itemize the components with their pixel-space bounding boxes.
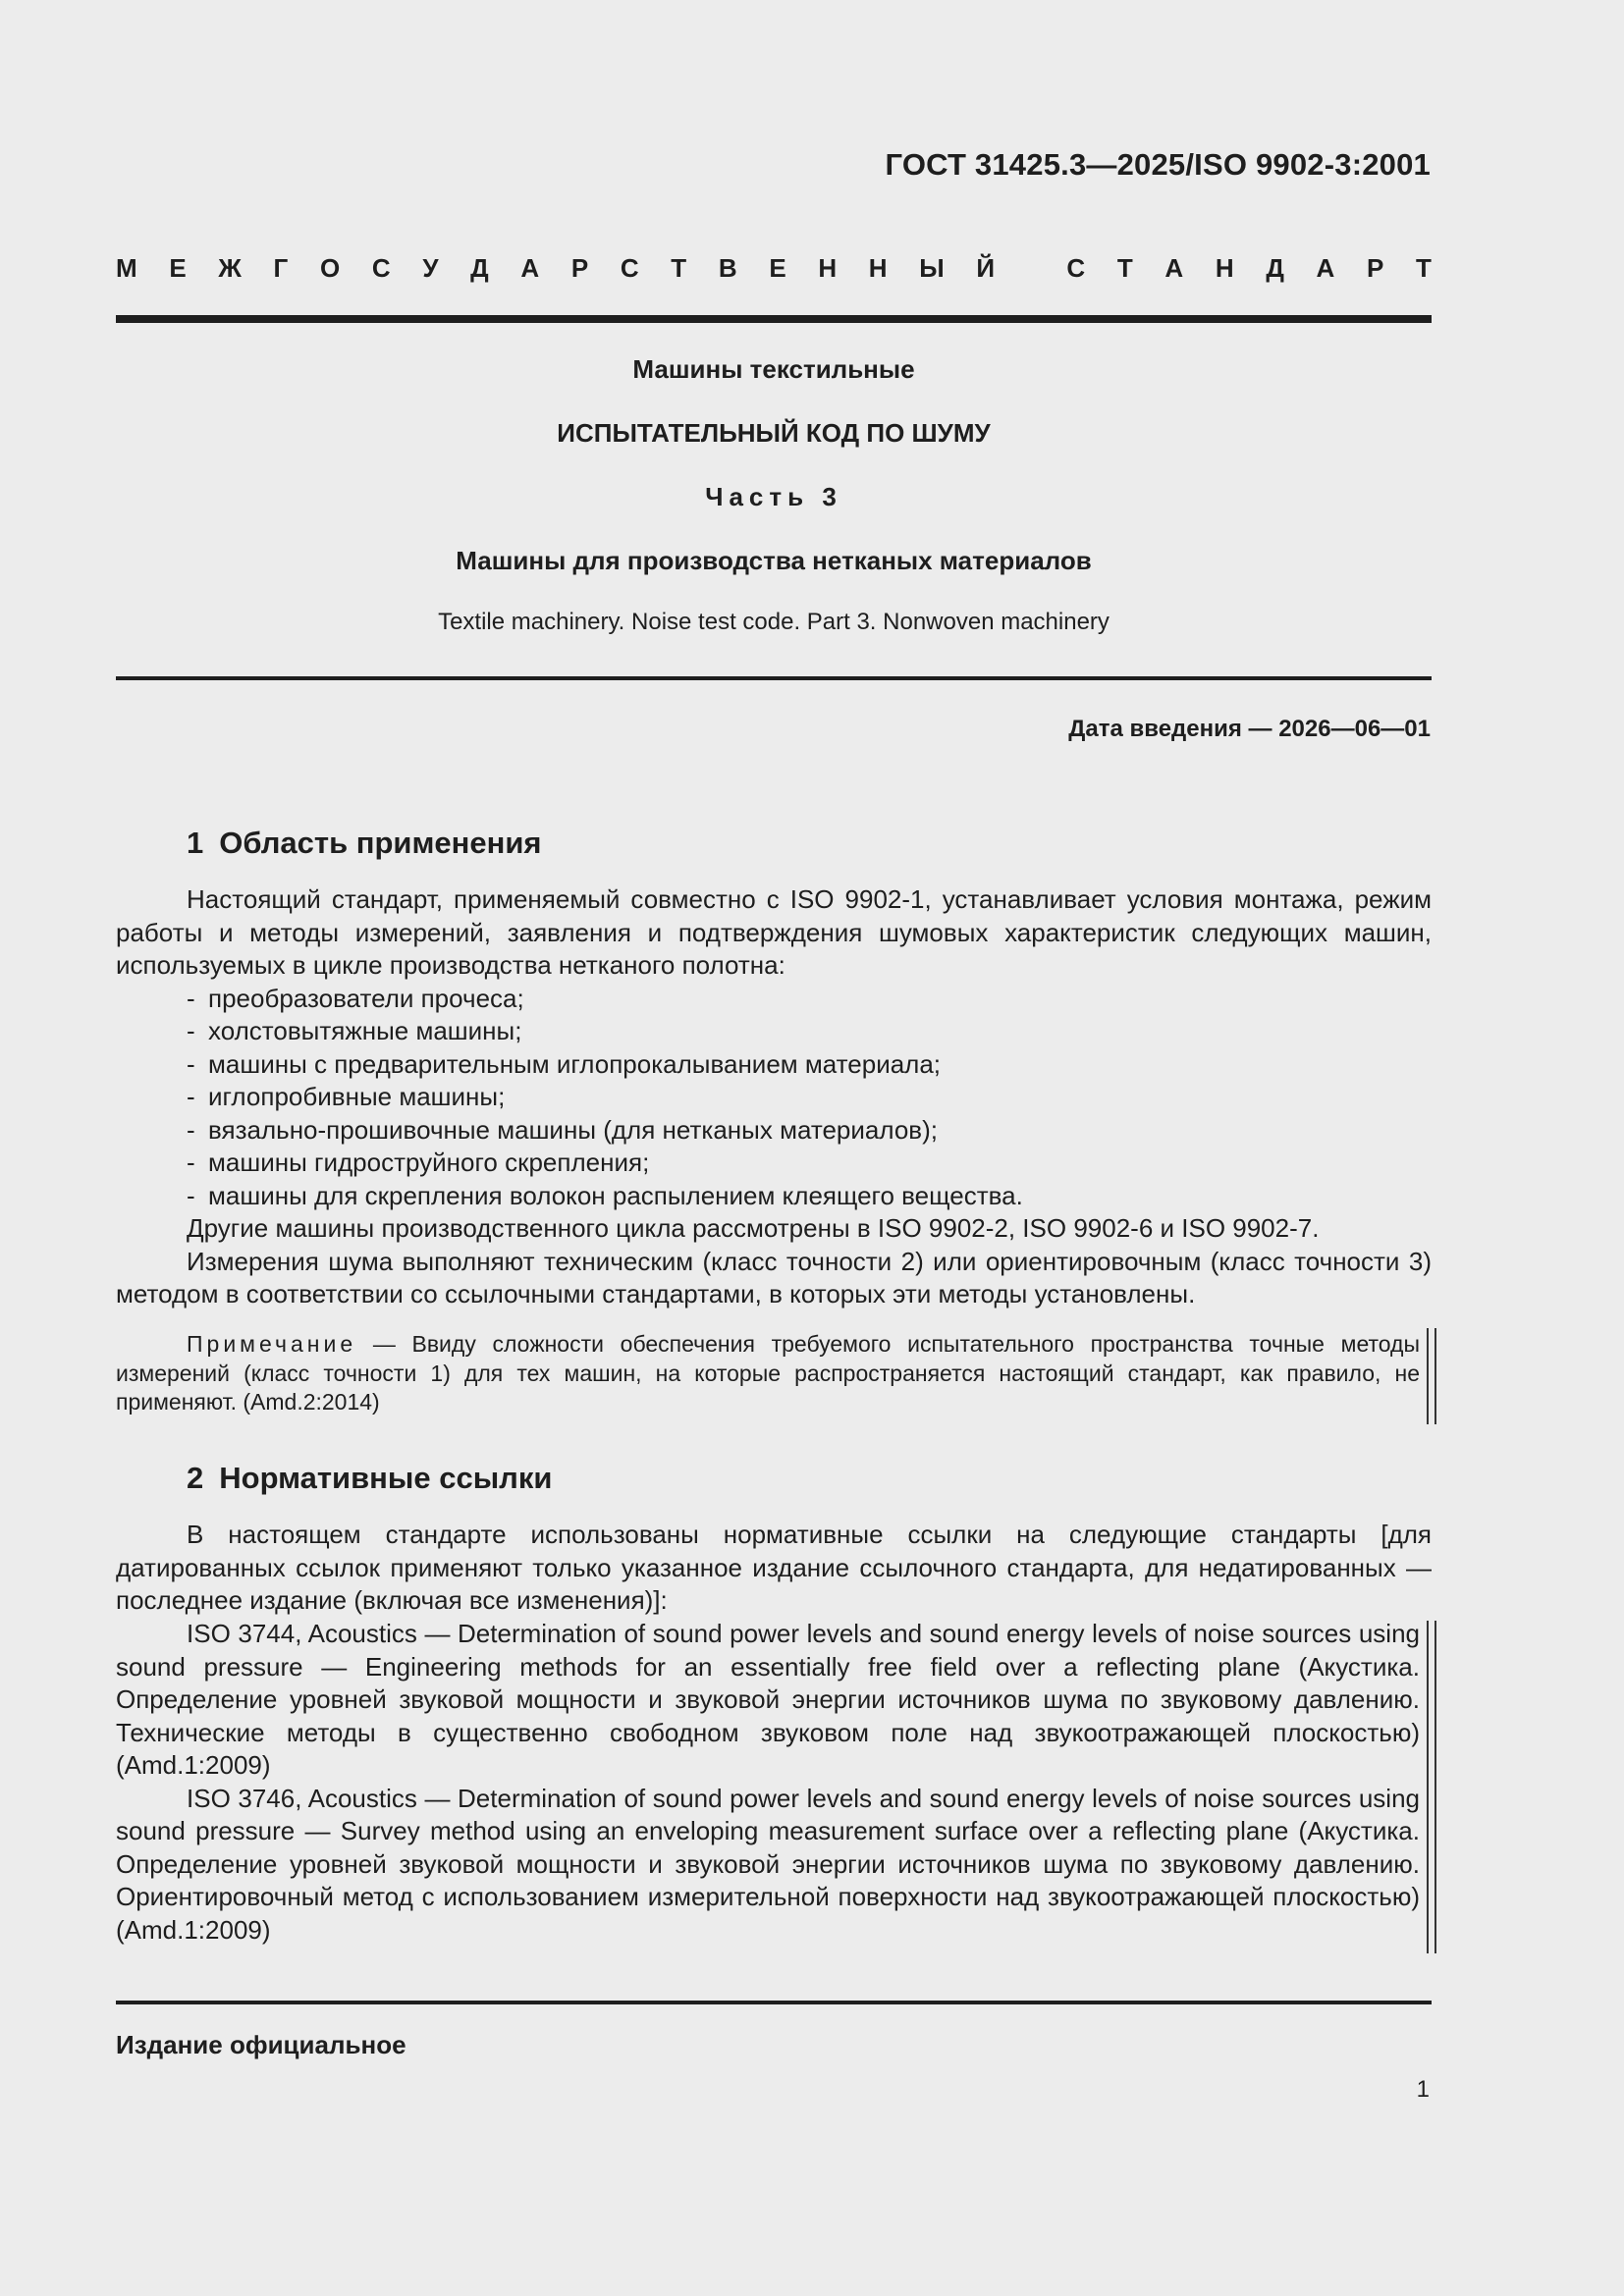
banner-letter: Д xyxy=(470,253,489,283)
reference-item: ISO 3744, Acoustics — Determination of sound power levels and sound energy levels of noise sources using sound pressure — Engineering methods for an essentially free field over a reflecting plane (Акустика. Определение уровней звуковой мощности и звуковой энергии источников шума по звуковому давлению. Технические методы в существенно свободном звуковом поле над звукоотражающей плоскостью) (Amd.1:2009) xyxy=(116,1619,1420,1780)
standard-banner xyxy=(116,253,1432,284)
title-english: Textile machinery. Noise test code. Part 3. Nonwoven machinery xyxy=(438,609,1110,635)
list-item: - холстовытяжные машины; xyxy=(187,1016,522,1045)
normative-references xyxy=(116,1618,1420,1947)
banner-letter: Е xyxy=(769,253,786,283)
title-code: ИСПЫТАТЕЛЬНЫЙ КОД ПО ШУМУ xyxy=(557,418,991,448)
banner-letter: Н xyxy=(1215,253,1234,283)
section-1-number: 1 xyxy=(187,826,204,860)
banner-letter: С xyxy=(620,253,639,283)
banner-letter: С xyxy=(1066,253,1086,283)
section-2-heading xyxy=(187,1461,552,1496)
section-1-para-2: Другие машины производственного цикла рассмотрены в ISO 9902-2, ISO 9902-6 и ISO 9902-7. xyxy=(187,1213,1320,1243)
note-text: — Ввиду сложности обеспечения требуемого испытательного пространства точные методы измерений (класс точности 1) для тех машин, на которые распространяется настоящий стандарт, как правило, не применяют. (Amd.2:2014) xyxy=(116,1331,1420,1415)
title-subtitle: Машины для производства нетканых материалов xyxy=(456,546,1092,575)
page-number: 1 xyxy=(1416,2076,1430,2103)
edition-label: Издание официальное xyxy=(116,2030,406,2059)
list-item: - иглопробивные машины; xyxy=(187,1082,506,1111)
introduction-date: Дата введения — 2026—06—01 xyxy=(1068,716,1431,742)
section-2-title: Нормативные ссылки xyxy=(219,1461,553,1495)
banner-letter: В xyxy=(718,253,737,283)
banner-letter: Р xyxy=(570,253,589,283)
header-rule xyxy=(116,315,1432,323)
title-part: Часть 3 xyxy=(705,482,842,511)
banner-letter: Ж xyxy=(218,253,242,283)
banner-letter: А xyxy=(520,253,540,283)
banner-letter: Р xyxy=(1366,253,1384,283)
banner-letter: Д xyxy=(1266,253,1284,283)
banner-letter: Т xyxy=(671,253,687,283)
banner-letter: Й xyxy=(976,253,996,283)
banner-letter: Т xyxy=(1416,253,1432,283)
banner-letter: Н xyxy=(818,253,838,283)
list-item: - преобразователи прочеса; xyxy=(187,983,524,1013)
banner-letter: Е xyxy=(169,253,187,283)
section-1-body xyxy=(116,883,1432,1311)
reference-item: ISO 3746, Acoustics — Determination of sound power levels and sound energy levels of noise sources using sound pressure — Survey method using an enveloping measurement surface over a reflecting plane (Акустика. Определение уровней звуковой мощности и звуковой энергии источников шума по звуковому давлению. Ориентировочный метод с использованием измерительной поверхности над звукоотражающей плоскостью) (Amd.1:2009) xyxy=(116,1783,1420,1945)
section-1-para-1: Настоящий стандарт, применяемый совместно с ISO 9902-1, устанавливает условия монтажа, режим работы и методы измерений, заявления и подтверждения шумовых характеристик следующих машин, используемых в цикле производства нетканого полотна: xyxy=(116,884,1432,980)
section-1-title: Область применения xyxy=(219,826,542,860)
banner-letter: М xyxy=(116,253,137,283)
footer-rule xyxy=(116,2001,1432,2004)
banner-letter: А xyxy=(1316,253,1335,283)
banner-letter: А xyxy=(1164,253,1184,283)
banner-letter: Н xyxy=(868,253,888,283)
change-bar xyxy=(1427,1328,1436,1424)
title-main: Машины текстильные xyxy=(632,354,915,384)
section-2-para-1: В настоящем стандарте использованы нормативные ссылки на следующие стандарты [для датированных ссылок применяют только указанное издание ссылочного стандарта, для недатированных — последнее издание (включая все изменения)]: xyxy=(116,1520,1432,1615)
document-code: ГОСТ 31425.3—2025/ISO 9902-3:2001 xyxy=(885,147,1431,182)
section-1-note xyxy=(116,1330,1420,1417)
change-bar xyxy=(1427,1621,1436,1953)
list-item: - машины гидроструйного скрепления; xyxy=(187,1148,650,1177)
section-2-number: 2 xyxy=(187,1461,204,1495)
section-2-body xyxy=(116,1519,1432,1618)
banner-letter: Г xyxy=(273,253,289,283)
machine-list xyxy=(116,983,1432,1213)
title-rule xyxy=(116,676,1432,680)
banner-letter: О xyxy=(319,253,341,283)
list-item: - вязально-прошивочные машины (для нетканых материалов); xyxy=(187,1114,938,1145)
section-1-para-3: Измерения шума выполняют техническим (класс точности 2) или ориентировочным (класс точности 3) методом в соответствии со ссылочными стандартами, в которых эти методы установлены. xyxy=(116,1246,1432,1308)
banner-letter: С xyxy=(371,253,391,283)
list-item: - машины с предварительным иглопрокалыванием материала; xyxy=(187,1048,942,1079)
banner-letter: Ы xyxy=(919,253,945,283)
list-item: - машины для скрепления волокон распылением клеящего вещества. xyxy=(187,1180,1023,1210)
banner-letter: Т xyxy=(1116,253,1133,283)
note-label: Примечание xyxy=(187,1331,357,1357)
banner-gap xyxy=(1027,253,1035,284)
section-1-heading xyxy=(187,826,542,861)
banner-letter: У xyxy=(422,253,439,283)
